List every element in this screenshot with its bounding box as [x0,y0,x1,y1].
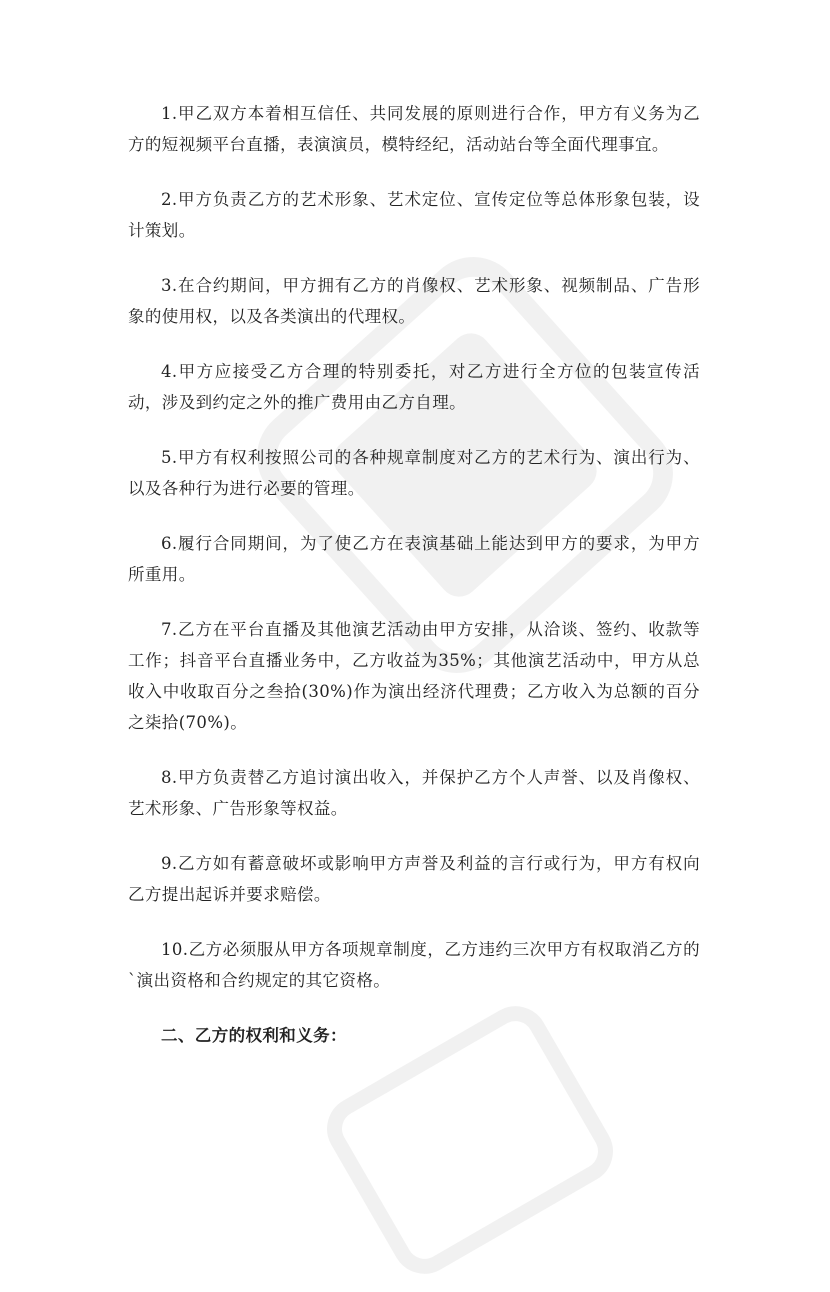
clause-4: 4.甲方应接受乙方合理的特别委托，对乙方进行全方位的包装宣传活动，涉及到约定之外的推广费用由乙方自理。 [128,362,700,412]
clause-9: 9.乙方如有蓄意破坏或影响甲方声誉及利益的言行或行为，甲方有权向乙方提出起诉并要求赔偿。 [128,854,700,904]
clause-6: 6.履行合同期间，为了使乙方在表演基础上能达到甲方的要求，为甲方所重用。 [128,534,700,584]
clause-8: 8.甲方负责替乙方追讨演出收入，并保护乙方个人声誉、以及肖像权、艺术形象、广告形象等权益。 [128,768,700,818]
clause-1: 1.甲乙双方本着相互信任、共同发展的原则进行合作，甲方有义务为乙方的短视频平台直播，表演演员，模特经纪，活动站台等全面代理事宜。 [128,104,700,154]
document-body [128,98,700,1051]
clause-7: 7.乙方在平台直播及其他演艺活动由甲方安排，从洽谈、签约、收款等工作；抖音平台直播业务中，乙方收益为35%；其他演艺活动中，甲方从总收入中收取百分之叁拾(30%)作为演出经济代理费；乙方收入为总额的百分之柒拾(70%)。 [128,620,700,732]
clause-3: 3.在合约期间，甲方拥有乙方的肖像权、艺术形象、视频制品、广告形象的使用权，以及各类演出的代理权。 [128,276,700,326]
clause-10: 10.乙方必须服从甲方各项规章制度，乙方违约三次甲方有权取消乙方的`演出资格和合约规定的其它资格。 [128,940,700,990]
clause-2: 2.甲方负责乙方的艺术形象、艺术定位、宣传定位等总体形象包装，设计策划。 [128,190,700,240]
clause-5: 5.甲方有权利按照公司的各种规章制度对乙方的艺术行为、演出行为、以及各种行为进行必要的管理。 [128,448,700,498]
section-heading: 二、乙方的权利和义务： [161,1026,347,1045]
